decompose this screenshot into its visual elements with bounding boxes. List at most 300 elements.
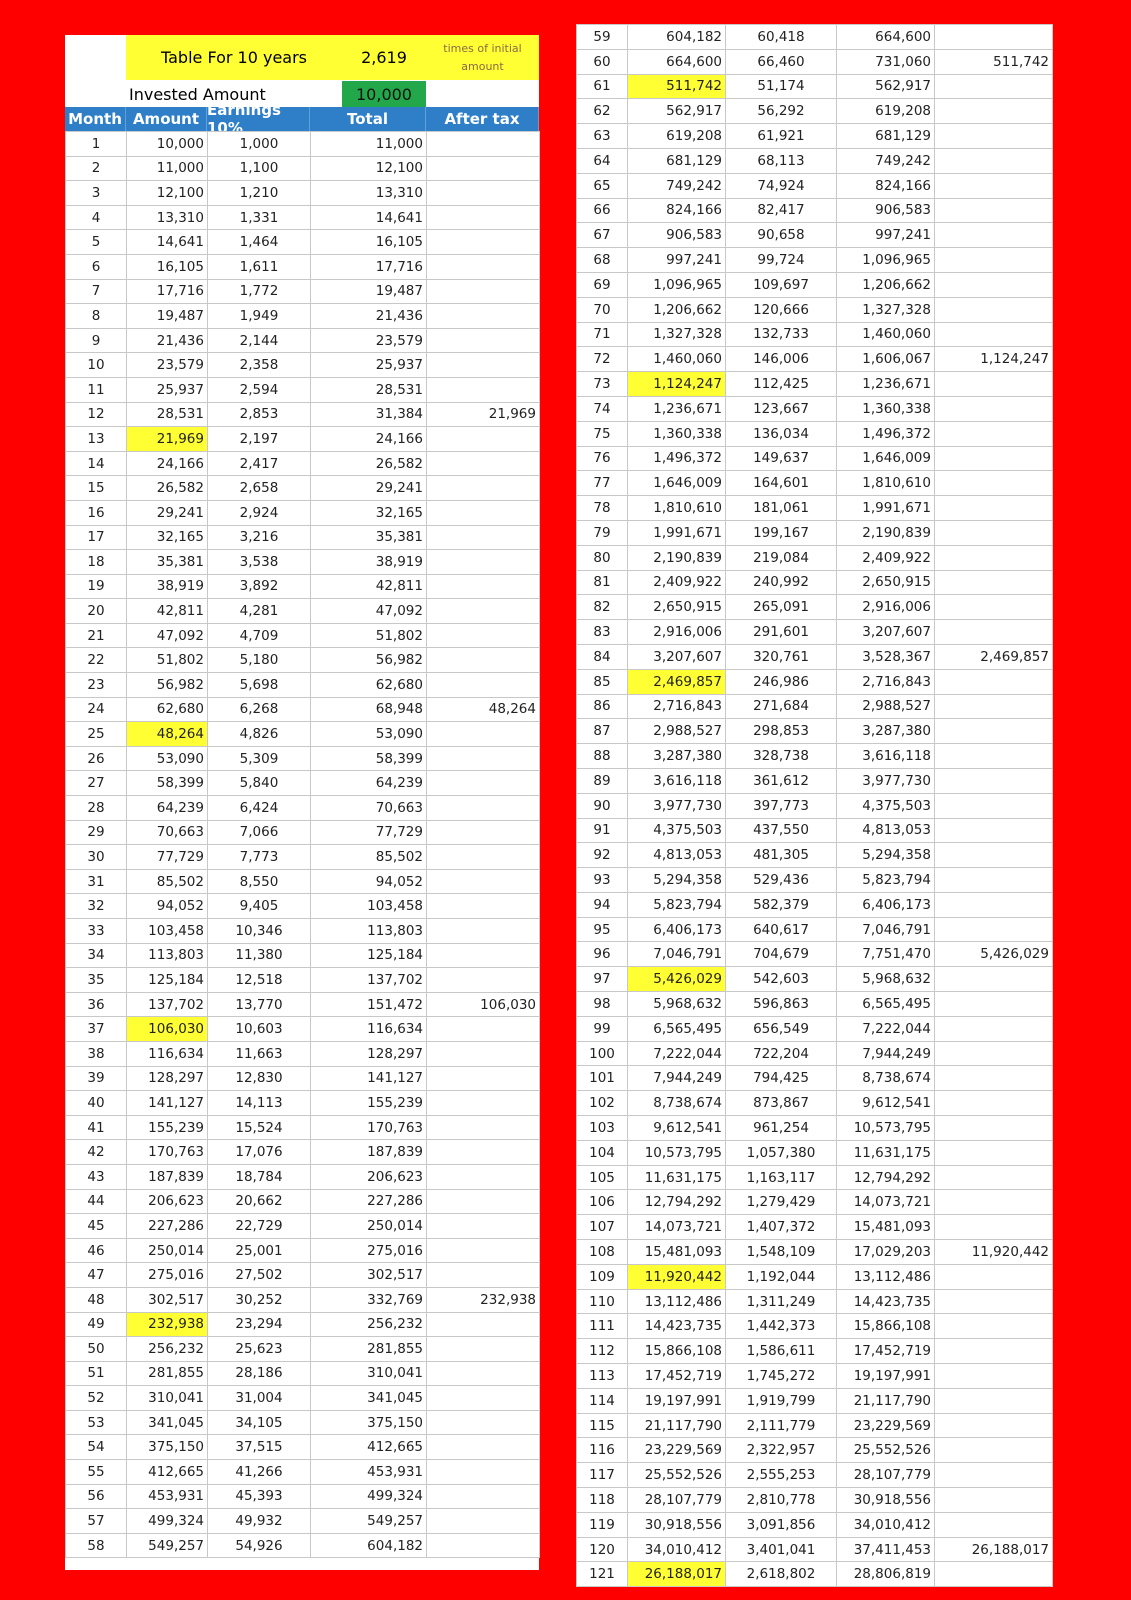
- total-cell[interactable]: 1,096,965: [837, 248, 935, 273]
- earnings-cell[interactable]: 5,180: [208, 648, 311, 673]
- earnings-cell[interactable]: 18,784: [208, 1164, 311, 1189]
- month-cell[interactable]: 11: [66, 377, 127, 402]
- invested-amount-value[interactable]: 10,000: [342, 81, 426, 107]
- column-header-month[interactable]: Month: [65, 107, 126, 131]
- after-tax-cell[interactable]: [427, 1263, 540, 1288]
- earnings-cell[interactable]: 1,407,372: [726, 1215, 837, 1240]
- amount-cell[interactable]: 11,000: [127, 156, 208, 181]
- total-cell[interactable]: 1,236,671: [837, 372, 935, 397]
- earnings-cell[interactable]: 25,623: [208, 1337, 311, 1362]
- total-cell[interactable]: 51,802: [311, 623, 427, 648]
- earnings-cell[interactable]: 7,773: [208, 845, 311, 870]
- column-header-amount[interactable]: Amount: [126, 107, 207, 131]
- after-tax-cell[interactable]: [935, 694, 1053, 719]
- amount-cell[interactable]: 2,650,915: [628, 595, 726, 620]
- total-cell[interactable]: 9,612,541: [837, 1091, 935, 1116]
- earnings-cell[interactable]: 7,066: [208, 820, 311, 845]
- amount-cell[interactable]: 38,919: [127, 574, 208, 599]
- earnings-cell[interactable]: 49,932: [208, 1509, 311, 1534]
- earnings-cell[interactable]: 1,772: [208, 279, 311, 304]
- month-cell[interactable]: 47: [66, 1263, 127, 1288]
- total-cell[interactable]: 25,552,526: [837, 1438, 935, 1463]
- after-tax-cell[interactable]: [935, 99, 1053, 124]
- after-tax-cell[interactable]: [427, 304, 540, 329]
- total-cell[interactable]: 1,646,009: [837, 446, 935, 471]
- month-cell[interactable]: 46: [66, 1238, 127, 1263]
- month-cell[interactable]: 28: [66, 796, 127, 821]
- month-cell[interactable]: 93: [577, 868, 628, 893]
- after-tax-cell[interactable]: [427, 673, 540, 698]
- after-tax-cell[interactable]: [935, 719, 1053, 744]
- after-tax-cell[interactable]: [427, 1460, 540, 1485]
- month-cell[interactable]: 83: [577, 620, 628, 645]
- total-cell[interactable]: 1,327,328: [837, 297, 935, 322]
- amount-cell[interactable]: 9,612,541: [628, 1116, 726, 1141]
- amount-cell[interactable]: 375,150: [127, 1435, 208, 1460]
- month-cell[interactable]: 75: [577, 421, 628, 446]
- total-cell[interactable]: 664,600: [837, 25, 935, 50]
- amount-cell[interactable]: 35,381: [127, 550, 208, 575]
- total-cell[interactable]: 8,738,674: [837, 1066, 935, 1091]
- amount-cell[interactable]: 77,729: [127, 845, 208, 870]
- after-tax-cell[interactable]: [427, 1509, 540, 1534]
- earnings-cell[interactable]: 13,770: [208, 992, 311, 1017]
- after-tax-cell[interactable]: 232,938: [427, 1287, 540, 1312]
- amount-cell[interactable]: 906,583: [628, 223, 726, 248]
- month-cell[interactable]: 71: [577, 322, 628, 347]
- month-cell[interactable]: 97: [577, 967, 628, 992]
- total-cell[interactable]: 275,016: [311, 1238, 427, 1263]
- total-cell[interactable]: 17,452,719: [837, 1339, 935, 1364]
- earnings-cell[interactable]: 529,436: [726, 868, 837, 893]
- month-cell[interactable]: 61: [577, 74, 628, 99]
- amount-cell[interactable]: 11,631,175: [628, 1165, 726, 1190]
- earnings-cell[interactable]: 240,992: [726, 570, 837, 595]
- after-tax-cell[interactable]: [427, 377, 540, 402]
- amount-cell[interactable]: 106,030: [127, 1017, 208, 1042]
- earnings-cell[interactable]: 265,091: [726, 595, 837, 620]
- month-cell[interactable]: 44: [66, 1189, 127, 1214]
- amount-cell[interactable]: 412,665: [127, 1460, 208, 1485]
- total-cell[interactable]: 64,239: [311, 771, 427, 796]
- month-cell[interactable]: 43: [66, 1164, 127, 1189]
- amount-cell[interactable]: 13,310: [127, 205, 208, 230]
- total-cell[interactable]: 5,294,358: [837, 843, 935, 868]
- amount-cell[interactable]: 14,073,721: [628, 1215, 726, 1240]
- amount-cell[interactable]: 11,920,442: [628, 1264, 726, 1289]
- earnings-cell[interactable]: 1,311,249: [726, 1289, 837, 1314]
- amount-cell[interactable]: 7,944,249: [628, 1066, 726, 1091]
- after-tax-cell[interactable]: [935, 223, 1053, 248]
- amount-cell[interactable]: 3,287,380: [628, 744, 726, 769]
- total-cell[interactable]: 1,460,060: [837, 322, 935, 347]
- after-tax-cell[interactable]: [935, 1116, 1053, 1141]
- earnings-cell[interactable]: 2,594: [208, 377, 311, 402]
- amount-cell[interactable]: 4,375,503: [628, 818, 726, 843]
- after-tax-cell[interactable]: [935, 1190, 1053, 1215]
- month-cell[interactable]: 64: [577, 148, 628, 173]
- after-tax-cell[interactable]: 11,920,442: [935, 1240, 1053, 1265]
- amount-cell[interactable]: 113,803: [127, 943, 208, 968]
- total-cell[interactable]: 3,207,607: [837, 620, 935, 645]
- earnings-cell[interactable]: 1,331: [208, 205, 311, 230]
- amount-cell[interactable]: 3,616,118: [628, 768, 726, 793]
- amount-cell[interactable]: 170,763: [127, 1140, 208, 1165]
- month-cell[interactable]: 63: [577, 124, 628, 149]
- total-cell[interactable]: 2,716,843: [837, 669, 935, 694]
- after-tax-cell[interactable]: [427, 771, 540, 796]
- month-cell[interactable]: 73: [577, 372, 628, 397]
- month-cell[interactable]: 23: [66, 673, 127, 698]
- earnings-cell[interactable]: 3,401,041: [726, 1537, 837, 1562]
- earnings-cell[interactable]: 640,617: [726, 917, 837, 942]
- earnings-cell[interactable]: 31,004: [208, 1386, 311, 1411]
- after-tax-cell[interactable]: [935, 1413, 1053, 1438]
- month-cell[interactable]: 14: [66, 451, 127, 476]
- amount-cell[interactable]: 17,452,719: [628, 1364, 726, 1389]
- after-tax-cell[interactable]: [427, 1361, 540, 1386]
- month-cell[interactable]: 8: [66, 304, 127, 329]
- total-cell[interactable]: 10,573,795: [837, 1116, 935, 1141]
- after-tax-cell[interactable]: [935, 1215, 1053, 1240]
- amount-cell[interactable]: 2,916,006: [628, 620, 726, 645]
- earnings-cell[interactable]: 51,174: [726, 74, 837, 99]
- earnings-cell[interactable]: 28,186: [208, 1361, 311, 1386]
- amount-cell[interactable]: 28,107,779: [628, 1488, 726, 1513]
- earnings-cell[interactable]: 10,346: [208, 919, 311, 944]
- amount-cell[interactable]: 155,239: [127, 1115, 208, 1140]
- total-cell[interactable]: 6,406,173: [837, 892, 935, 917]
- after-tax-cell[interactable]: [935, 372, 1053, 397]
- earnings-cell[interactable]: 68,113: [726, 148, 837, 173]
- month-cell[interactable]: 45: [66, 1214, 127, 1239]
- amount-cell[interactable]: 549,257: [127, 1533, 208, 1558]
- amount-cell[interactable]: 64,239: [127, 796, 208, 821]
- total-cell[interactable]: 604,182: [311, 1533, 427, 1558]
- after-tax-cell[interactable]: [427, 328, 540, 353]
- total-cell[interactable]: 2,409,922: [837, 545, 935, 570]
- month-cell[interactable]: 107: [577, 1215, 628, 1240]
- after-tax-cell[interactable]: [935, 297, 1053, 322]
- month-cell[interactable]: 86: [577, 694, 628, 719]
- total-cell[interactable]: 26,582: [311, 451, 427, 476]
- earnings-cell[interactable]: 1,100: [208, 156, 311, 181]
- after-tax-cell[interactable]: [427, 1189, 540, 1214]
- total-cell[interactable]: 25,937: [311, 353, 427, 378]
- after-tax-cell[interactable]: [935, 992, 1053, 1017]
- amount-cell[interactable]: 14,641: [127, 230, 208, 255]
- earnings-cell[interactable]: 656,549: [726, 1016, 837, 1041]
- after-tax-cell[interactable]: [935, 843, 1053, 868]
- amount-cell[interactable]: 1,646,009: [628, 471, 726, 496]
- after-tax-cell[interactable]: [935, 545, 1053, 570]
- after-tax-cell[interactable]: [427, 820, 540, 845]
- month-cell[interactable]: 19: [66, 574, 127, 599]
- total-cell[interactable]: 141,127: [311, 1066, 427, 1091]
- month-cell[interactable]: 87: [577, 719, 628, 744]
- earnings-cell[interactable]: 582,379: [726, 892, 837, 917]
- total-cell[interactable]: 1,606,067: [837, 347, 935, 372]
- total-cell[interactable]: 35,381: [311, 525, 427, 550]
- total-cell[interactable]: 94,052: [311, 869, 427, 894]
- amount-cell[interactable]: 1,327,328: [628, 322, 726, 347]
- total-cell[interactable]: 412,665: [311, 1435, 427, 1460]
- total-cell[interactable]: 13,112,486: [837, 1264, 935, 1289]
- earnings-cell[interactable]: 123,667: [726, 396, 837, 421]
- month-cell[interactable]: 67: [577, 223, 628, 248]
- month-cell[interactable]: 118: [577, 1488, 628, 1513]
- amount-cell[interactable]: 25,937: [127, 377, 208, 402]
- month-cell[interactable]: 98: [577, 992, 628, 1017]
- total-cell[interactable]: 1,496,372: [837, 421, 935, 446]
- total-cell[interactable]: 2,916,006: [837, 595, 935, 620]
- amount-cell[interactable]: 302,517: [127, 1287, 208, 1312]
- month-cell[interactable]: 69: [577, 272, 628, 297]
- after-tax-cell[interactable]: [427, 476, 540, 501]
- total-cell[interactable]: 1,991,671: [837, 496, 935, 521]
- total-cell[interactable]: 68,948: [311, 697, 427, 722]
- amount-cell[interactable]: 137,702: [127, 992, 208, 1017]
- after-tax-cell[interactable]: [935, 1488, 1053, 1513]
- month-cell[interactable]: 58: [66, 1533, 127, 1558]
- total-cell[interactable]: 70,663: [311, 796, 427, 821]
- total-cell[interactable]: 17,029,203: [837, 1240, 935, 1265]
- earnings-cell[interactable]: 1,000: [208, 132, 311, 157]
- month-cell[interactable]: 80: [577, 545, 628, 570]
- total-cell[interactable]: 906,583: [837, 198, 935, 223]
- earnings-cell[interactable]: 14,113: [208, 1091, 311, 1116]
- after-tax-cell[interactable]: [935, 669, 1053, 694]
- after-tax-cell[interactable]: [427, 1214, 540, 1239]
- earnings-cell[interactable]: 2,555,253: [726, 1463, 837, 1488]
- amount-cell[interactable]: 664,600: [628, 49, 726, 74]
- month-cell[interactable]: 105: [577, 1165, 628, 1190]
- earnings-cell[interactable]: 60,418: [726, 25, 837, 50]
- month-cell[interactable]: 20: [66, 599, 127, 624]
- column-header-after-tax[interactable]: After tax: [426, 107, 539, 131]
- month-cell[interactable]: 94: [577, 892, 628, 917]
- total-cell[interactable]: 281,855: [311, 1337, 427, 1362]
- amount-cell[interactable]: 5,968,632: [628, 992, 726, 1017]
- total-cell[interactable]: 7,751,470: [837, 942, 935, 967]
- earnings-cell[interactable]: 794,425: [726, 1066, 837, 1091]
- earnings-cell[interactable]: 12,830: [208, 1066, 311, 1091]
- month-cell[interactable]: 4: [66, 205, 127, 230]
- month-cell[interactable]: 111: [577, 1314, 628, 1339]
- total-cell[interactable]: 77,729: [311, 820, 427, 845]
- month-cell[interactable]: 16: [66, 500, 127, 525]
- amount-cell[interactable]: 1,206,662: [628, 297, 726, 322]
- total-cell[interactable]: 14,423,735: [837, 1289, 935, 1314]
- amount-cell[interactable]: 26,582: [127, 476, 208, 501]
- earnings-cell[interactable]: 34,105: [208, 1410, 311, 1435]
- total-cell[interactable]: 302,517: [311, 1263, 427, 1288]
- earnings-cell[interactable]: 8,550: [208, 869, 311, 894]
- amount-cell[interactable]: 619,208: [628, 124, 726, 149]
- month-cell[interactable]: 85: [577, 669, 628, 694]
- earnings-cell[interactable]: 23,294: [208, 1312, 311, 1337]
- month-cell[interactable]: 84: [577, 644, 628, 669]
- after-tax-cell[interactable]: 106,030: [427, 992, 540, 1017]
- earnings-cell[interactable]: 542,603: [726, 967, 837, 992]
- month-cell[interactable]: 12: [66, 402, 127, 427]
- amount-cell[interactable]: 499,324: [127, 1509, 208, 1534]
- total-cell[interactable]: 30,918,556: [837, 1488, 935, 1513]
- after-tax-cell[interactable]: [935, 620, 1053, 645]
- total-cell[interactable]: 137,702: [311, 968, 427, 993]
- total-cell[interactable]: 38,919: [311, 550, 427, 575]
- after-tax-cell[interactable]: 1,124,247: [935, 347, 1053, 372]
- total-cell[interactable]: 3,977,730: [837, 768, 935, 793]
- earnings-cell[interactable]: 2,144: [208, 328, 311, 353]
- amount-cell[interactable]: 997,241: [628, 248, 726, 273]
- after-tax-cell[interactable]: [935, 198, 1053, 223]
- amount-cell[interactable]: 7,046,791: [628, 942, 726, 967]
- after-tax-cell[interactable]: [935, 1388, 1053, 1413]
- amount-cell[interactable]: 2,190,839: [628, 545, 726, 570]
- total-cell[interactable]: 453,931: [311, 1460, 427, 1485]
- after-tax-cell[interactable]: [427, 279, 540, 304]
- earnings-cell[interactable]: 1,210: [208, 181, 311, 206]
- month-cell[interactable]: 3: [66, 181, 127, 206]
- total-cell[interactable]: 1,206,662: [837, 272, 935, 297]
- total-cell[interactable]: 5,968,632: [837, 967, 935, 992]
- earnings-cell[interactable]: 6,268: [208, 697, 311, 722]
- month-cell[interactable]: 5: [66, 230, 127, 255]
- earnings-cell[interactable]: 2,924: [208, 500, 311, 525]
- earnings-cell[interactable]: 22,729: [208, 1214, 311, 1239]
- amount-cell[interactable]: 6,406,173: [628, 917, 726, 942]
- amount-cell[interactable]: 103,458: [127, 919, 208, 944]
- after-tax-cell[interactable]: [427, 943, 540, 968]
- month-cell[interactable]: 101: [577, 1066, 628, 1091]
- amount-cell[interactable]: 12,100: [127, 181, 208, 206]
- month-cell[interactable]: 56: [66, 1484, 127, 1509]
- month-cell[interactable]: 103: [577, 1116, 628, 1141]
- after-tax-cell[interactable]: [935, 868, 1053, 893]
- month-cell[interactable]: 30: [66, 845, 127, 870]
- month-cell[interactable]: 70: [577, 297, 628, 322]
- after-tax-cell[interactable]: 26,188,017: [935, 1537, 1053, 1562]
- month-cell[interactable]: 27: [66, 771, 127, 796]
- month-cell[interactable]: 26: [66, 746, 127, 771]
- after-tax-cell[interactable]: [427, 1140, 540, 1165]
- amount-cell[interactable]: 47,092: [127, 623, 208, 648]
- after-tax-cell[interactable]: [935, 148, 1053, 173]
- total-cell[interactable]: 103,458: [311, 894, 427, 919]
- after-tax-cell[interactable]: [935, 1016, 1053, 1041]
- total-cell[interactable]: 332,769: [311, 1287, 427, 1312]
- month-cell[interactable]: 79: [577, 520, 628, 545]
- total-cell[interactable]: 15,481,093: [837, 1215, 935, 1240]
- after-tax-cell[interactable]: [427, 722, 540, 747]
- amount-cell[interactable]: 275,016: [127, 1263, 208, 1288]
- after-tax-cell[interactable]: [935, 1066, 1053, 1091]
- month-cell[interactable]: 72: [577, 347, 628, 372]
- month-cell[interactable]: 78: [577, 496, 628, 521]
- month-cell[interactable]: 15: [66, 476, 127, 501]
- month-cell[interactable]: 76: [577, 446, 628, 471]
- amount-cell[interactable]: 341,045: [127, 1410, 208, 1435]
- amount-cell[interactable]: 12,794,292: [628, 1190, 726, 1215]
- earnings-cell[interactable]: 873,867: [726, 1091, 837, 1116]
- amount-cell[interactable]: 256,232: [127, 1337, 208, 1362]
- total-cell[interactable]: 42,811: [311, 574, 427, 599]
- after-tax-cell[interactable]: [935, 917, 1053, 942]
- after-tax-cell[interactable]: [427, 254, 540, 279]
- total-cell[interactable]: 170,763: [311, 1115, 427, 1140]
- earnings-cell[interactable]: 61,921: [726, 124, 837, 149]
- amount-cell[interactable]: 4,813,053: [628, 843, 726, 868]
- after-tax-cell[interactable]: [427, 894, 540, 919]
- earnings-cell[interactable]: 5,698: [208, 673, 311, 698]
- earnings-cell[interactable]: 10,603: [208, 1017, 311, 1042]
- month-cell[interactable]: 17: [66, 525, 127, 550]
- earnings-cell[interactable]: 11,663: [208, 1041, 311, 1066]
- earnings-cell[interactable]: 2,853: [208, 402, 311, 427]
- amount-cell[interactable]: 1,124,247: [628, 372, 726, 397]
- earnings-cell[interactable]: 397,773: [726, 793, 837, 818]
- total-cell[interactable]: 4,375,503: [837, 793, 935, 818]
- earnings-cell[interactable]: 1,057,380: [726, 1140, 837, 1165]
- after-tax-cell[interactable]: 511,742: [935, 49, 1053, 74]
- amount-cell[interactable]: 511,742: [628, 74, 726, 99]
- earnings-cell[interactable]: 112,425: [726, 372, 837, 397]
- month-cell[interactable]: 99: [577, 1016, 628, 1041]
- total-cell[interactable]: 58,399: [311, 746, 427, 771]
- column-header-earnings[interactable]: Earnings 10%: [207, 107, 310, 131]
- earnings-cell[interactable]: 27,502: [208, 1263, 311, 1288]
- after-tax-cell[interactable]: [935, 744, 1053, 769]
- amount-cell[interactable]: 58,399: [127, 771, 208, 796]
- month-cell[interactable]: 13: [66, 427, 127, 452]
- month-cell[interactable]: 91: [577, 818, 628, 843]
- month-cell[interactable]: 50: [66, 1337, 127, 1362]
- month-cell[interactable]: 37: [66, 1017, 127, 1042]
- after-tax-cell[interactable]: [935, 892, 1053, 917]
- earnings-cell[interactable]: 1,586,611: [726, 1339, 837, 1364]
- total-cell[interactable]: 206,623: [311, 1164, 427, 1189]
- total-cell[interactable]: 21,117,790: [837, 1388, 935, 1413]
- amount-cell[interactable]: 85,502: [127, 869, 208, 894]
- month-cell[interactable]: 22: [66, 648, 127, 673]
- amount-cell[interactable]: 1,360,338: [628, 421, 726, 446]
- amount-cell[interactable]: 26,188,017: [628, 1562, 726, 1587]
- earnings-cell[interactable]: 54,926: [208, 1533, 311, 1558]
- amount-cell[interactable]: 116,634: [127, 1041, 208, 1066]
- after-tax-cell[interactable]: [427, 845, 540, 870]
- month-cell[interactable]: 74: [577, 396, 628, 421]
- earnings-cell[interactable]: 4,826: [208, 722, 311, 747]
- after-tax-cell[interactable]: [427, 1164, 540, 1189]
- total-cell[interactable]: 23,229,569: [837, 1413, 935, 1438]
- after-tax-cell[interactable]: [427, 156, 540, 181]
- earnings-cell[interactable]: 291,601: [726, 620, 837, 645]
- amount-cell[interactable]: 5,426,029: [628, 967, 726, 992]
- after-tax-cell[interactable]: [935, 1140, 1053, 1165]
- month-cell[interactable]: 25: [66, 722, 127, 747]
- total-cell[interactable]: 749,242: [837, 148, 935, 173]
- after-tax-cell[interactable]: [935, 272, 1053, 297]
- after-tax-cell[interactable]: [427, 132, 540, 157]
- earnings-cell[interactable]: 961,254: [726, 1116, 837, 1141]
- earnings-cell[interactable]: 2,111,779: [726, 1413, 837, 1438]
- month-cell[interactable]: 117: [577, 1463, 628, 1488]
- total-cell[interactable]: 12,794,292: [837, 1165, 935, 1190]
- month-cell[interactable]: 82: [577, 595, 628, 620]
- total-cell[interactable]: 375,150: [311, 1410, 427, 1435]
- month-cell[interactable]: 21: [66, 623, 127, 648]
